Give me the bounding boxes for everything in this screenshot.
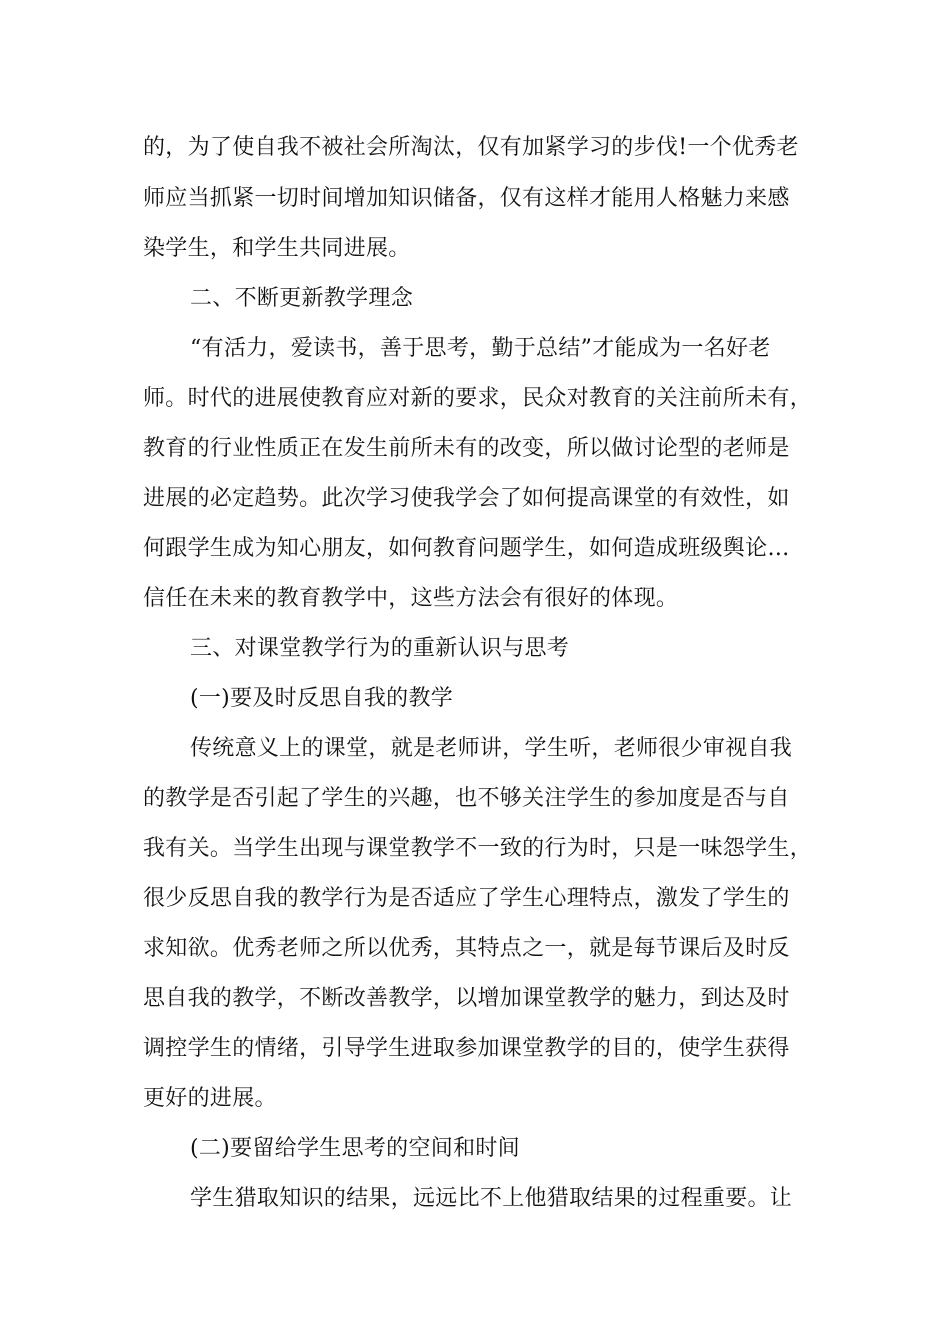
body-text-line: 我有关。当学生出现与课堂教学不一致的行为时，只是一味怨学生， — [143, 836, 813, 861]
body-text-line: 更好的进展。 — [143, 1086, 277, 1111]
body-text-line: 传统意义上的课堂，就是老师讲，学生听，老师很少审视自我 — [190, 736, 793, 761]
body-text-line: 求知欲。优秀老师之所以优秀，其特点之一，就是每节课后及时反 — [143, 936, 790, 961]
body-text-line: 染学生，和学生共同进展。 — [143, 236, 411, 261]
body-text-line: 很少反思自我的教学行为是否适应了学生心理特点，激发了学生的 — [143, 886, 790, 911]
body-text-line: 师。时代的进展使教育应对新的要求，民众对教育的关注前所未有， — [143, 386, 813, 411]
body-text-line: 教育的行业性质正在发生前所未有的改变，所以做讨论型的老师是 — [143, 436, 790, 461]
section-heading: 二、不断更新教学理念 — [190, 286, 414, 311]
subsection-heading: (二)要留给学生思考的空间和时间 — [190, 1136, 520, 1161]
body-text-line: 进展的必定趋势。此次学习使我学会了如何提高课堂的有效性，如 — [143, 486, 790, 511]
body-text-line: 师应当抓紧一切时间增加知识储备，仅有这样才能用人格魅力来感 — [143, 186, 790, 211]
body-text-line: 何跟学生成为知心朋友，如何教育问题学生，如何造成班级舆论… — [143, 536, 790, 561]
subsection-heading: (一)要及时反思自我的教学 — [190, 686, 454, 711]
body-text-line: 思自我的教学，不断改善教学，以增加课堂教学的魅力，到达及时 — [143, 986, 790, 1011]
body-text-line: 信任在未来的教育教学中，这些方法会有很好的体现。 — [143, 586, 679, 611]
body-text-line: 调控学生的情绪，引导学生进取参加课堂教学的目的，使学生获得 — [143, 1036, 790, 1061]
body-text-line: 的教学是否引起了学生的兴趣，也不够关注学生的参加度是否与自 — [143, 786, 790, 811]
body-text-line: 学生猎取知识的结果，远远比不上他猎取结果的过程重要。让 — [190, 1186, 793, 1211]
body-text-line: “有活力，爱读书，善于思考，勤于总结”才能成为一名好老 — [190, 336, 771, 361]
section-heading: 三、对课堂教学行为的重新认识与思考 — [190, 636, 570, 661]
body-text-line: 的，为了使自我不被社会所淘汰，仅有加紧学习的步伐!一个优秀老 — [143, 135, 799, 160]
